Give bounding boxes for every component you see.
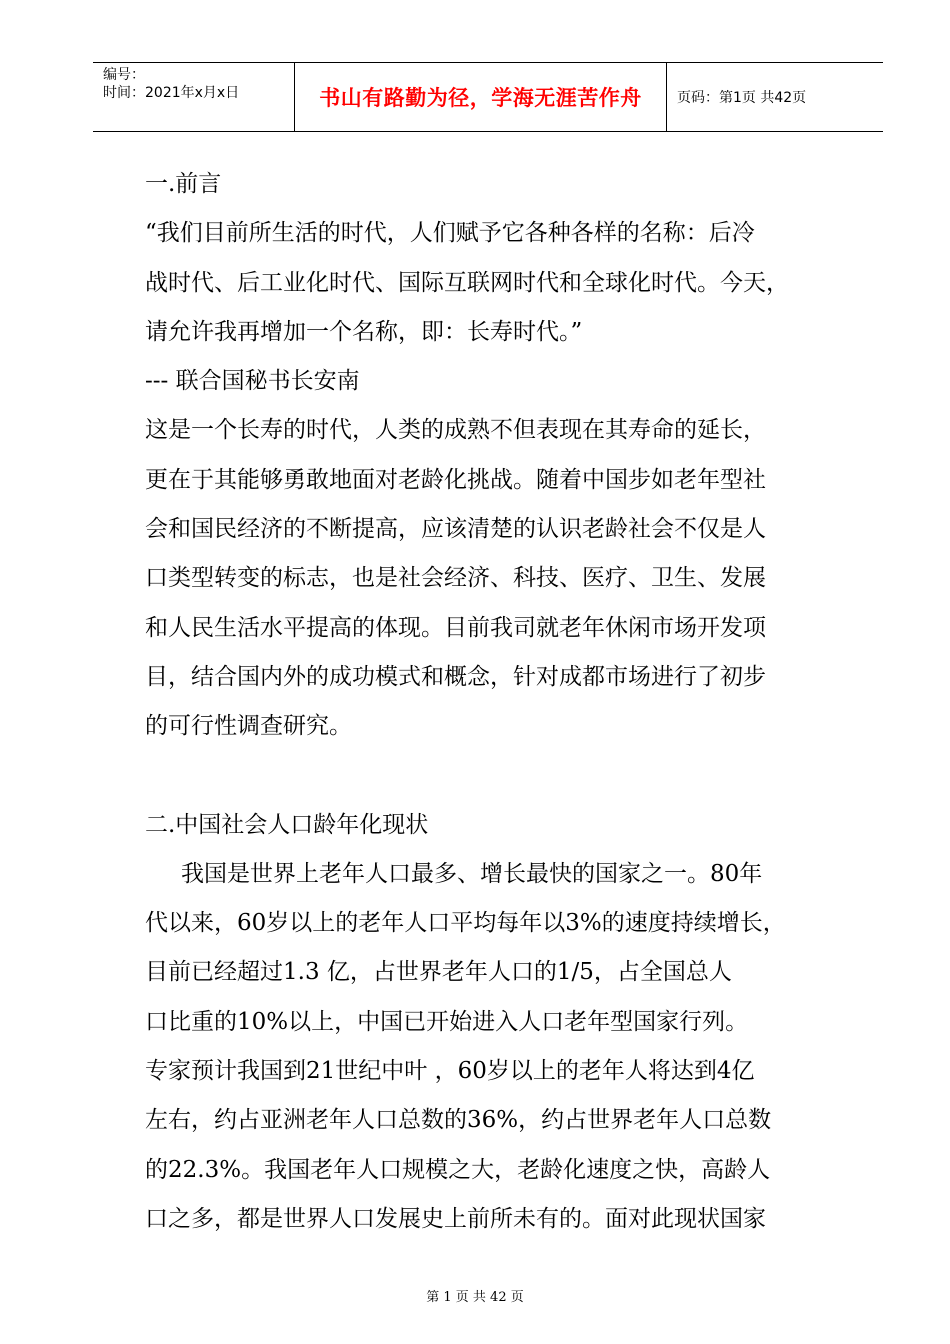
serial-label: 编号： — [103, 67, 145, 83]
page-footer: 第 1 页 共 42 页 — [426, 1290, 524, 1305]
para2-line: 目前已经超过1.3 亿，占世界老年人口的1/5，占全国总人 — [145, 959, 732, 986]
quote-attribution: --- 联合国秘书长安南 — [145, 368, 360, 395]
header-meta — [93, 63, 295, 131]
para1-line: 的可行性调查研究。 — [145, 713, 352, 740]
quote-line: 战时代、后工业化时代、国际互联网时代和全球化时代。今天， — [145, 269, 789, 296]
para2-line: 口比重的10%以上，中国已开始进入人口老年型国家行列。 — [145, 1008, 749, 1035]
header-motto: 书山有路勤为径，学海无涯苦作舟 — [319, 86, 642, 110]
para3-line: 的22.3%。我国老年人口规模之大，老龄化速度之快，高龄人 — [145, 1156, 771, 1183]
para1-line: 目，结合国内外的成功模式和概念，针对成都市场进行了初步 — [145, 663, 766, 690]
para3-line: 口之多，都是世界人口发展史上前所未有的。面对此现状国家 — [145, 1205, 766, 1232]
para3-line: 专家预计我国到21世纪中叶 ，60岁以上的老年人将达到4亿 — [145, 1058, 755, 1085]
para1-line: 口类型转变的标志，也是社会经济、科技、医疗、卫生、发展 — [145, 565, 766, 592]
para1-line: 这是一个长寿的时代，人类的成熟不但表现在其寿命的延长， — [145, 417, 766, 444]
para2-line: 我国是世界上老年人口最多、增长最快的国家之一。80年 — [181, 860, 763, 887]
para1-line: 会和国民经济的不断提高，应该清楚的认识老龄社会不仅是人 — [145, 516, 766, 543]
section1-title: 一.前言 — [145, 171, 222, 197]
document-body — [145, 160, 845, 1244]
page-header — [93, 62, 883, 132]
paragraph-gap — [145, 752, 845, 801]
quote-line: “我们目前所生活的时代，人们赋予它各种各样的名称：后冷 — [145, 220, 755, 247]
section2-title: 二.中国社会人口龄年化现状 — [145, 811, 429, 838]
para2-line: 代以来，60岁以上的老年人口平均每年以3%的速度持续增长， — [145, 910, 786, 937]
header-page-info: 页码：第1页 共42页 — [677, 90, 807, 106]
quote-line: 请允许我再增加一个名称，即：长寿时代。” — [145, 318, 583, 345]
time-label: 时间：2021年x月x日 — [103, 85, 240, 101]
para1-line: 和人民生活水平提高的体现。目前我司就老年休闲市场开发项 — [145, 614, 766, 641]
para3-line: 左右，约占亚洲老年人口总数的36%，约占世界老年人口总数 — [145, 1107, 772, 1134]
para1-line: 更在于其能够勇敢地面对老龄化挑战。随着中国步如老年型社 — [145, 466, 766, 493]
header-motto-cell — [295, 63, 667, 131]
